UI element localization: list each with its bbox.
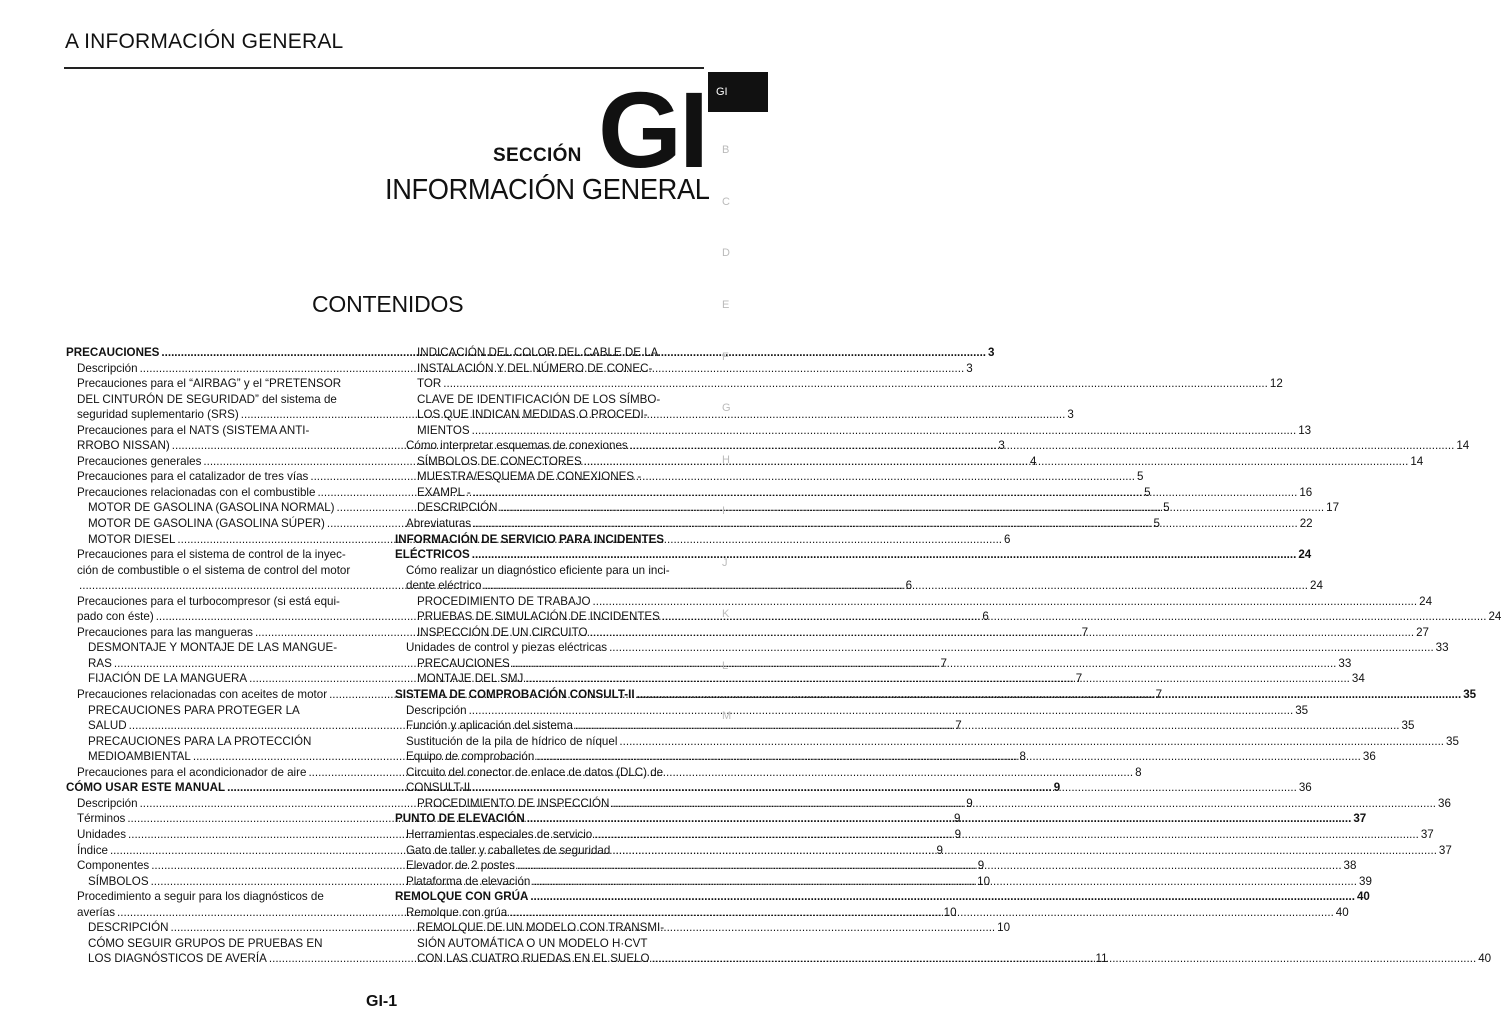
toc-page-number: 35 (1401, 719, 1415, 733)
toc-page-number: 11 (1095, 952, 1108, 966)
toc-entry-title: Función y aplicación del sistema (406, 719, 573, 733)
toc-entry-title: Descripción (77, 796, 138, 810)
toc-page-number: 16 (1299, 485, 1313, 499)
toc-entry-title: Elevador de 2 postes (406, 859, 515, 873)
toc-page-number: 37 (1438, 843, 1452, 857)
section-code: GI (598, 69, 707, 190)
toc-page-number: 4 (1030, 454, 1037, 468)
toc-entry-title: PROCEDIMIENTO DE INSPECCIÓN (417, 796, 610, 810)
toc-entry-line: Cómo realizar un diagnóstico eficiente para un inci- (406, 563, 670, 577)
toc-entry[interactable] (395, 796, 1451, 812)
toc-entry-title: seguridad suplementario (SRS) (77, 408, 239, 422)
toc-entry[interactable] (395, 703, 1309, 719)
toc-leader-dots (662, 609, 1487, 625)
toc-entry-title: PRECAUCIONES (66, 346, 160, 359)
tab-l[interactable]: L (722, 660, 729, 672)
toc-page-number: 17 (1326, 501, 1340, 515)
toc-entry[interactable] (395, 640, 1449, 656)
toc-entry[interactable] (395, 734, 1459, 750)
toc-entry-title: Precauciones para el catalizador de tres vías (77, 470, 309, 484)
toc-page-number: 24 (1419, 594, 1433, 608)
section-header-label: A INFORMACIÓN GENERAL (65, 30, 344, 53)
toc-entry-title: SÍMBOLOS (88, 874, 149, 888)
toc-page-number: 12 (1269, 377, 1283, 391)
toc-leader-dots (527, 811, 1352, 827)
toc-entry-title: PUNTO DE ELEVACIÓN (395, 812, 525, 826)
toc-page-number: 6 (982, 610, 989, 624)
toc-page-number: 3 (988, 346, 995, 359)
toc-page-number: 7 (1155, 688, 1163, 702)
toc-entry[interactable] (395, 578, 1323, 594)
toc-entry-title: LOS DIAGNÓSTICOS DE AVERÍA (88, 952, 267, 966)
toc-entry-line: Procedimiento a seguir para los diagnósticos de (77, 890, 324, 904)
toc-entry-title: MEDIOAMBIENTAL (88, 750, 191, 764)
toc-page-number: 34 (1351, 672, 1365, 686)
toc-entry-title: Unidades de control y piezas eléctricas (406, 641, 608, 655)
toc-entry-title: CONSULT-II (406, 781, 471, 795)
section-title: INFORMACIÓN GENERAL (385, 174, 710, 206)
toc-page-number: 9 (953, 812, 961, 826)
toc-entry[interactable] (395, 656, 1352, 672)
toc-entry-title: EXAMPL - (417, 485, 471, 499)
toc-entry[interactable] (395, 547, 1312, 563)
toc-leader-dots (530, 889, 1355, 905)
toc-page-number: 33 (1338, 656, 1352, 670)
toc-entry[interactable] (395, 780, 1312, 796)
toc-entry[interactable] (395, 671, 1365, 687)
toc-entry-title: DESCRIPCIÓN (88, 921, 169, 935)
toc-entry-title: dente eléctrico (406, 579, 482, 593)
tab-d[interactable]: D (722, 247, 730, 259)
toc-entry-title: Gato de taller y caballetes de seguridad (406, 843, 611, 857)
toc-entry-title: Descripción (77, 361, 138, 375)
toc-entry-title: SISTEMA DE COMPROBACIÓN CONSULT-II (395, 688, 635, 702)
toc-entry-title: DESCRIPCIÓN (417, 501, 498, 515)
toc-page-number: 9 (966, 796, 973, 810)
toc-page-number: 24 (1298, 548, 1312, 562)
toc-entry-title: Unidades (77, 827, 126, 841)
toc-page-number: 3 (966, 361, 973, 375)
toc-entry-title: Componentes (77, 859, 150, 873)
toc-page-number: 8 (1135, 765, 1142, 779)
toc-leader-dots (512, 656, 1337, 672)
toc-page-number: 10 (943, 905, 957, 919)
toc-page-number: 40 (1356, 890, 1370, 904)
toc-page-number: 38 (1343, 859, 1357, 873)
toc-entry-line: DEL CINTURÓN DE SEGURIDAD” del sistema de (77, 392, 337, 406)
toc-entry-title: PROCEDIMIENTO DE TRABAJO (417, 594, 591, 608)
toc-entry-title: Precauciones generales (77, 454, 202, 468)
toc-page-number: 8 (1019, 750, 1026, 764)
toc-entry[interactable] (395, 843, 1452, 859)
toc-entry-line: Precauciones para el NATS (SISTEMA ANTI- (77, 423, 310, 437)
toc-entry-title: Precauciones para el acondicionador de aire (77, 765, 307, 779)
toc-entry-title: Precauciones para las mangueras (77, 625, 253, 639)
toc-entry-title: Equipo de comprobación (406, 750, 535, 764)
toc-entry-line: MUESTRA/ESQUEMA DE CONEXIONES - (417, 470, 642, 484)
toc-entry-title: Plataforma de elevación (406, 874, 531, 888)
toc-entry[interactable] (395, 811, 1367, 827)
toc-page-number: 9 (954, 827, 962, 841)
toc-entry-title: RROBO NISSAN) (77, 439, 170, 453)
toc-page-number: 24 (1310, 579, 1323, 593)
toc-entry-title: PRECAUCIONES (417, 656, 510, 670)
toc-entry[interactable] (395, 858, 1357, 874)
toc-entry-title: REMOLQUE CON GRÚA (395, 890, 529, 904)
toc-page-number: 13 (1298, 423, 1312, 437)
toc-entry-line: LOS QUE INDICAN MEDIDAS O PROCEDI- (417, 408, 648, 422)
toc-page-number: 10 (977, 874, 991, 888)
toc-entry-title: averías (77, 905, 116, 919)
toc-leader-dots (500, 500, 1325, 516)
toc-entry[interactable] (395, 500, 1340, 516)
toc-page-number: 3 (1067, 408, 1074, 422)
toc-entry[interactable] (395, 889, 1370, 905)
toc-entry-line: CÓMO SEGUIR GRUPOS DE PRUEBAS EN (88, 936, 323, 950)
toc-entry-line: Circuito del conector de enlace de datos (DLC) de (406, 765, 664, 779)
toc-page-number: 7 (940, 656, 947, 670)
toc-entry[interactable] (395, 423, 1312, 439)
toc-entry-line: INSTALACIÓN Y DEL NÚMERO DE CONEC- (417, 361, 653, 375)
toc-page-number: 33 (1435, 641, 1449, 655)
toc-entry[interactable] (395, 625, 1430, 641)
toc-entry[interactable] (395, 454, 1424, 470)
toc-entry-line: Precauciones para el “AIRBAG” y el “PRETENSOR (77, 377, 342, 391)
toc-entry-title: ELÉCTRICOS (395, 548, 470, 562)
toc-page-number: 7 (955, 719, 962, 733)
toc-leader-dots (472, 780, 1297, 796)
toc-entry-line: Precauciones para el sistema de control de la inyec- (77, 548, 346, 562)
toc-page-number: 9 (936, 843, 943, 857)
section-tab-bar (708, 72, 768, 1024)
toc-page-number: 35 (1295, 703, 1309, 717)
toc-page-number: 6 (1004, 532, 1011, 546)
toc-entry-title: CÓMO USAR ESTE MANUAL (66, 781, 226, 795)
tab-k[interactable]: K (722, 608, 730, 620)
page-number: GI-1 (366, 993, 398, 1010)
toc-leader-dots (472, 423, 1297, 439)
toc-entry-title: RAS (88, 656, 112, 670)
toc-entry-line: PRECAUCIONES PARA PROTEGER LA (88, 703, 300, 717)
tab-c[interactable]: C (722, 196, 730, 208)
toc-leader-dots (443, 376, 1268, 392)
toc-leader-dots (536, 749, 1361, 765)
toc-page-number: 37 (1353, 812, 1367, 826)
toc-entry-title: SÍMBOLOS DE CONECTORES (417, 454, 582, 468)
toc-page-number: 36 (1438, 796, 1451, 810)
toc-page-number: 36 (1298, 781, 1312, 795)
toc-page-number: 36 (1362, 750, 1376, 764)
toc-entry-title: CON LAS CUATRO RUEDAS EN EL SUELO (417, 952, 650, 966)
tab-gi[interactable] (708, 72, 768, 112)
toc-entry-title: MOTOR DE GASOLINA (GASOLINA NORMAL) (88, 501, 335, 515)
toc-entry-line: ción de combustible o el sistema de control del motor (77, 563, 351, 577)
toc-leader-dots (517, 858, 1342, 874)
toc-page-number: 27 (1416, 625, 1430, 639)
toc-page-number: 40 (1478, 952, 1492, 966)
toc-entry-line: INFORMACIÓN DE SERVICIO PARA INCIDENTES (395, 532, 665, 546)
toc-page-number: 39 (1359, 874, 1372, 888)
toc-entry-title: PRUEBAS DE SIMULACIÓN DE INCIDENTES (417, 610, 660, 624)
toc-entry[interactable] (395, 376, 1283, 392)
toc-page-number: 9 (1053, 781, 1061, 795)
tab-b[interactable]: B (722, 144, 730, 156)
toc-entry-title: Sustitución de la pila de hídrico de níquel (406, 734, 618, 748)
toc-entry[interactable] (395, 594, 1433, 610)
toc-entry[interactable] (395, 749, 1376, 765)
toc-page-number: 22 (1299, 517, 1313, 531)
toc-entry-line: REMOLQUE DE UN MODELO CON TRANSMI- (417, 921, 665, 935)
toc-entry[interactable] (395, 609, 1501, 625)
toc-entry-title: TOR (417, 377, 442, 391)
tab-i[interactable]: I (722, 505, 726, 517)
toc-page-number: 5 (1153, 517, 1160, 531)
toc-entry[interactable] (395, 718, 1415, 734)
toc-page-number: 14 (1410, 454, 1424, 468)
toc-page-number: 35 (1446, 734, 1459, 748)
tab-j[interactable]: J (722, 557, 728, 569)
toc-leader-dots (473, 485, 1298, 501)
tab-h[interactable]: H (722, 454, 730, 466)
toc-entry-title: Términos (77, 812, 126, 826)
tab-gi-label: GI (716, 86, 728, 98)
toc-page-number: 7 (1075, 672, 1083, 686)
section-word: SECCIÓN (493, 145, 582, 166)
toc-entry-title: MONTAJE DEL SMJ (417, 672, 524, 686)
contents-heading: CONTENIDOS (312, 291, 464, 317)
toc-page-number: 35 (1463, 688, 1477, 702)
toc-entry-title: INSPECCIÓN DE UN CIRCUITO (417, 625, 588, 639)
toc-entry-line: DESMONTAJE Y MONTAJE DE LAS MANGUE- (88, 641, 338, 655)
toc-entry-title: Remolque con grúa (406, 905, 508, 919)
toc-leader-dots (652, 951, 1477, 967)
toc-page-number: 3 (998, 439, 1005, 453)
toc-entry[interactable] (395, 827, 1434, 843)
toc-entry[interactable] (395, 516, 1313, 532)
toc-page-number: 14 (1456, 439, 1470, 453)
toc-page-number: 5 (1136, 470, 1144, 484)
tab-f[interactable]: F (722, 351, 729, 363)
toc-entry-title: SALUD (88, 719, 127, 733)
toc-leader-dots (472, 547, 1297, 563)
toc-entry-title: Precauciones relacionadas con aceites de motor (77, 688, 328, 702)
toc-page-number: 10 (997, 921, 1011, 935)
toc-page-number: 5 (1163, 501, 1170, 515)
toc-page-number: 37 (1420, 827, 1434, 841)
toc-entry-title: MOTOR DE GASOLINA (GASOLINA SÚPER) (88, 517, 325, 531)
toc-entry-line: INDICACIÓN DEL COLOR DEL CABLE DE LA (417, 346, 659, 359)
tab-g[interactable]: G (722, 402, 731, 414)
toc-entry[interactable] (395, 485, 1313, 501)
toc-entry-title: FIJACIÓN DE LA MANGUERA (88, 672, 248, 686)
toc-page-number: 9 (977, 859, 985, 873)
toc-page-number: 7 (1081, 625, 1089, 639)
toc-entry-line: PRECAUCIONES PARA LA PROTECCIÓN (88, 734, 312, 748)
toc-leader-dots (575, 718, 1400, 734)
toc-entry-title: MIENTOS (417, 423, 470, 437)
toc-entry-title: pado con éste) (77, 610, 154, 624)
toc-leader-dots (473, 516, 1298, 532)
toc-leader-dots (525, 671, 1350, 687)
toc-entry-line: CLAVE DE IDENTIFICACIÓN DE LOS SÍMBO- (417, 392, 661, 406)
toc-leader-dots (532, 874, 1357, 890)
toc-entry-title: Índice (77, 843, 108, 857)
toc-entry-title: Precauciones relacionadas con el combustible (77, 485, 316, 499)
tab-e[interactable]: E (722, 299, 730, 311)
toc-entry-title: Cómo interpretar esquemas de conexiones (406, 439, 628, 453)
toc-page-number: 40 (1335, 905, 1349, 919)
toc-page-number: 5 (1144, 485, 1151, 499)
toc-page-number: 6 (905, 579, 913, 593)
toc-entry-line: Precauciones para el turbocompresor (si está equi- (77, 594, 340, 608)
toc-entry-line: SIÓN AUTOMÁTICA O UN MODELO H·CVT (417, 936, 648, 950)
toc-leader-dots (483, 578, 1308, 594)
toc-entry[interactable] (395, 438, 1470, 454)
toc-leader-dots (469, 703, 1294, 719)
toc-page-number: 24 (1488, 610, 1501, 624)
toc-entry-title: MOTOR DIESEL (88, 532, 176, 546)
toc-entry-title: Descripción (406, 703, 467, 717)
toc-entry-title: Abreviaturas (406, 517, 472, 531)
tab-m[interactable]: M (722, 710, 732, 722)
toc-entry[interactable] (395, 687, 1477, 703)
toc-leader-dots (509, 905, 1334, 921)
toc-entry-title: Herramientas especiales de servicio (406, 827, 593, 841)
